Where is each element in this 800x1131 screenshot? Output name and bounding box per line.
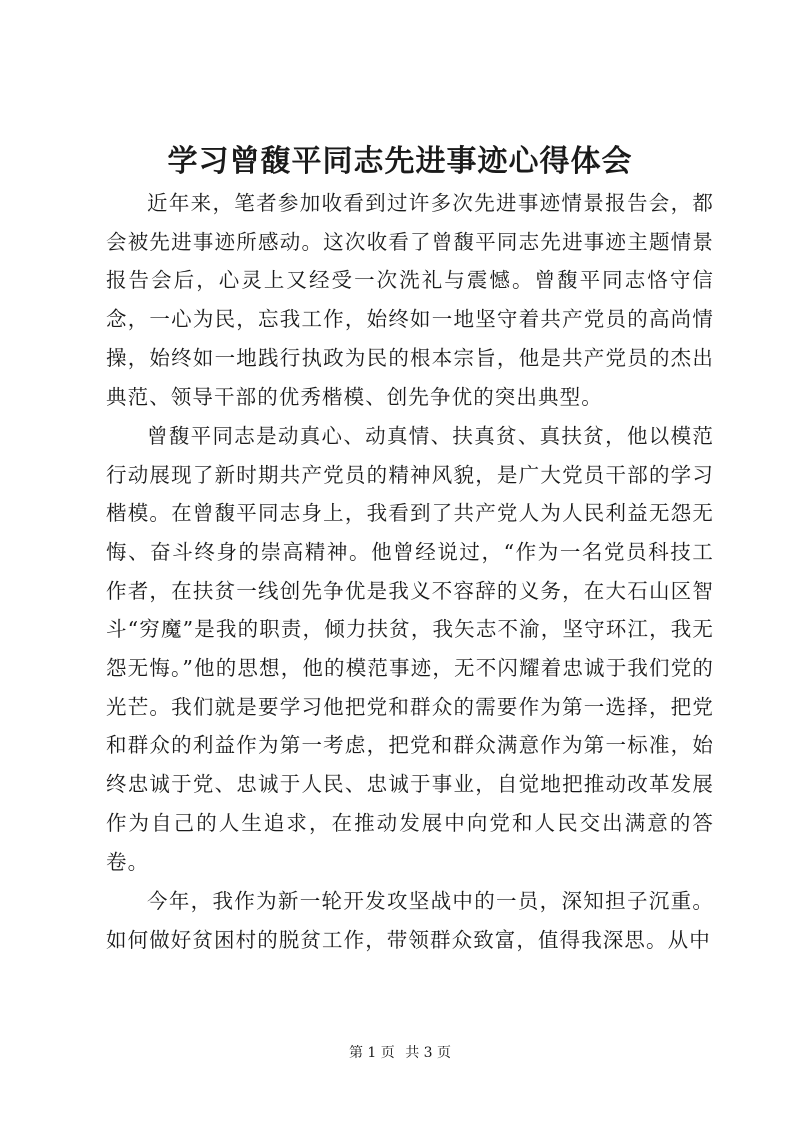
document-body bbox=[106, 184, 714, 959]
page-total: 共 3 页 bbox=[405, 1045, 452, 1061]
document-title: 学习曾馥平同志先进事迹心得体会 bbox=[167, 144, 633, 179]
paragraph-2: 曾馥平同志是动真心、动真情、扶真贫、真扶贫，他以模范行动展现了新时期共产党员的精神风貌，是广大党员干部的学习楷模。在曾馥平同志身上，我看到了共产党人为人民利益无怨无悔、奋斗终身的崇高精神。他曾经说过，“作为一名党员科技工作者，在扶贫一线创先争优是我义不容辞的义务，在大石山区智斗“穷魔”是我的职责，倾力扶贫，我矢志不渝，坚守环江，我无怨无悔。”他的思想，他的模范事迹，无不闪耀着忠诚于我们党的光芒。我们就是要学习他把党和群众的需要作为第一选择，把党和群众的利益作为第一考虑，把党和群众满意作为第一标准，始终忠诚于党、忠诚于人民、忠诚于事业，自觉地把推动改革发展作为自己的人生追求，在推动发展中向党和人民交出满意的答卷。 bbox=[106, 423, 714, 874]
page-number: 第 1 页 bbox=[348, 1045, 395, 1061]
paragraph-3: 今年，我作为新一轮开发攻坚战中的一员，深知担子沉重。如何做好贫困村的脱贫工作，带领群众致富，值得我深思。从中 bbox=[106, 888, 714, 952]
page-footer bbox=[0, 1043, 800, 1063]
paragraph-1: 近年来，笔者参加收看到过许多次先进事迹情景报告会，都会被先进事迹所感动。这次收看了曾馥平同志先进事迹主题情景报告会后，心灵上又经受一次洗礼与震憾。曾馥平同志恪守信念，一心为民，忘我工作，始终如一地坚守着共产党员的高尚情操，始终如一地践行执政为民的根本宗旨，他是共产党员的杰出典范、领导干部的优秀楷模、创先争优的突出典型。 bbox=[106, 191, 714, 409]
